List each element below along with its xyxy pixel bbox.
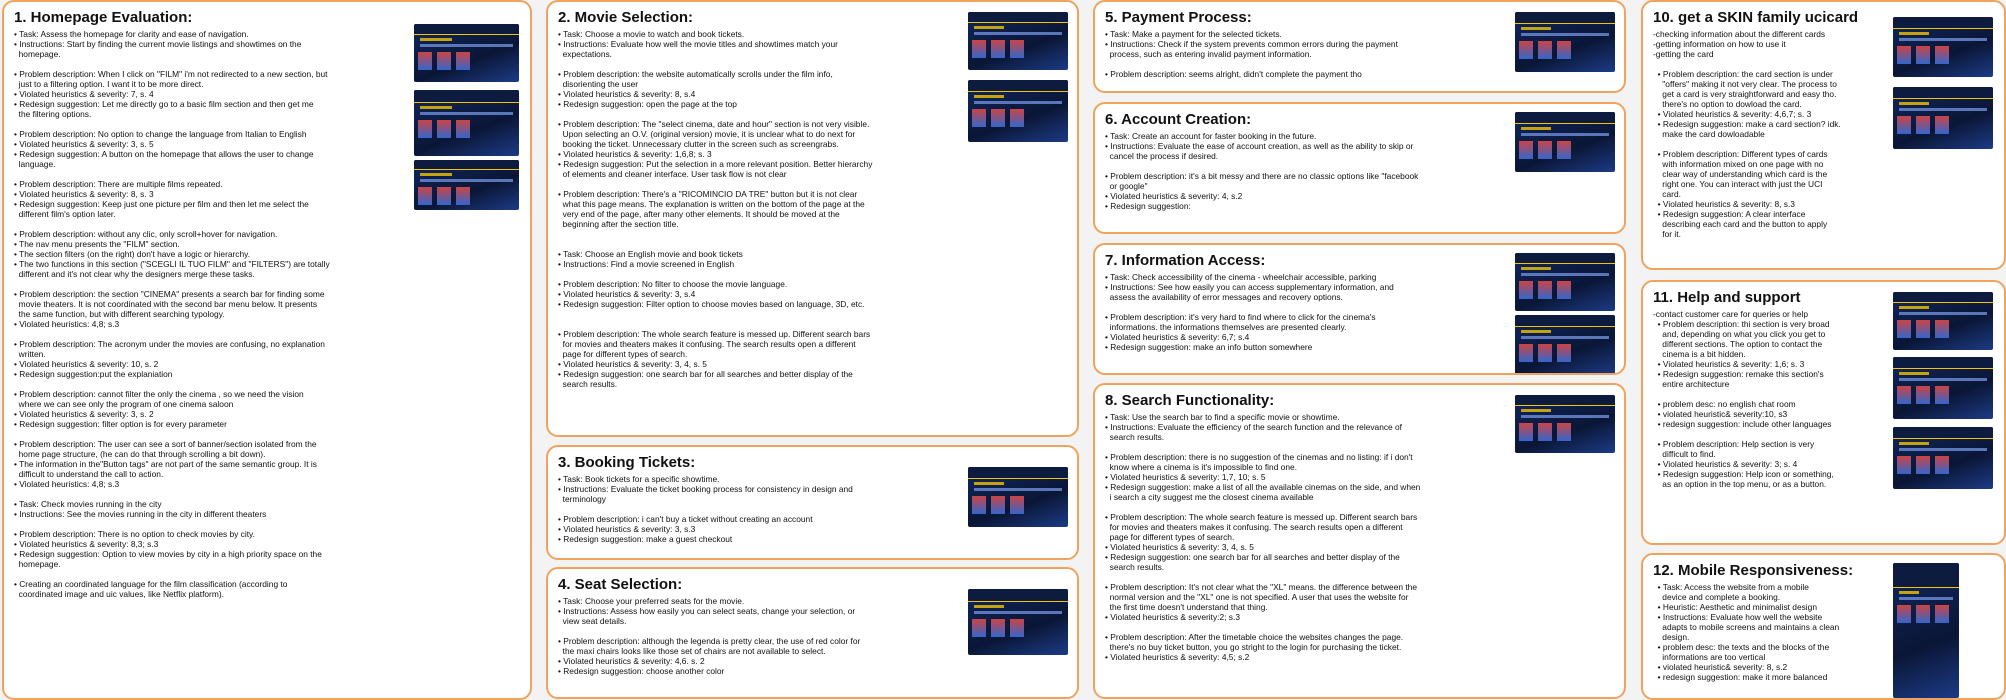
card-line: • Problem description: It's not clear what the "XL" means. the difference between the: [1105, 582, 1417, 592]
card-line: • Violated heuristics & severity: 1,6,8; s. 3: [558, 149, 712, 159]
card-line: homepage.: [14, 49, 61, 59]
card-line: search results.: [1105, 432, 1165, 442]
card-line: for movies and theaters makes it confusing. The search results open a different: [558, 339, 856, 349]
spacer: [558, 504, 964, 514]
card-line: • Violated heuristics & severity: 3, 4, s. 5: [1105, 542, 1254, 552]
card-title: 4. Seat Selection:: [558, 576, 683, 593]
card-line: view seat details.: [558, 616, 627, 626]
card-line: • Violated heuristics & severity: 8, s. 3: [14, 189, 154, 199]
card-line: expectations.: [558, 49, 613, 59]
card-line: informations. the informations themselves are presented clearly.: [1105, 322, 1347, 332]
card-line: • Redesign suggestion: one search bar for all searches and better display of the: [1105, 552, 1400, 562]
spacer: [558, 309, 964, 319]
card-line: i search a city suggest me the closest cinema available: [1105, 492, 1314, 502]
card-line: • Instructions: Evaluate the ease of account creation, as well as the ability to skip or: [1105, 141, 1414, 151]
card-title: 5. Payment Process:: [1105, 9, 1252, 26]
card-body: [1105, 29, 1511, 79]
evaluation-card-1: [2, 0, 532, 700]
card-line: normal version and the "XL" one is not specified. A user that uses the website for: [1105, 592, 1409, 602]
card-body: [558, 29, 964, 389]
card-line: • Violated heuristics: 4,8; s.3: [14, 479, 120, 489]
card-body: [558, 474, 964, 544]
screenshot-thumbnail: [1515, 253, 1615, 311]
screenshot-thumbnail: [414, 24, 519, 82]
evaluation-card-9: [1641, 0, 2006, 270]
spacer: [558, 626, 964, 636]
card-line: -getting information on how to use it: [1653, 39, 1786, 49]
card-line: • Violated heuristics & severity: 3, s.3: [558, 524, 696, 534]
card-line: Upon selecting an O.V. (original version) movie, it is unclear what to do next for: [558, 129, 856, 139]
card-line: • Violated heuristics & severity: 1,6; s. 3: [1653, 359, 1805, 369]
card-line: for it.: [1653, 229, 1681, 239]
card-line: get a card is very straightforward and easy tho.: [1653, 89, 1837, 99]
spacer: [558, 179, 964, 189]
screenshot-thumbnail: [968, 12, 1068, 70]
screenshot-thumbnail: [1515, 395, 1615, 453]
card-line: the same function, but with different searching typology.: [14, 309, 225, 319]
card-line: written.: [14, 349, 46, 359]
card-line: • Instructions: Assess how easily you can select seats, change your selection, or: [558, 606, 856, 616]
card-title: 3. Booking Tickets:: [558, 454, 696, 471]
card-line: movie theaters. It is not coordinated with the second bar menu below. It presents: [14, 299, 318, 309]
card-line: • Violated heuristics & severity: 3, 4, s. 5: [558, 359, 707, 369]
spacer: [558, 239, 964, 249]
card-title: 6. Account Creation:: [1105, 111, 1252, 128]
card-line: "offers" making it not very clear. The process to: [1653, 79, 1837, 89]
card-line: • Problem description: there is no suggestion of the cinemas and no listing: if i don't: [1105, 452, 1413, 462]
card-line: • Task: Book tickets for a specific showtime.: [558, 474, 720, 484]
card-line: just to a filtering option. I want it to be more direct.: [14, 79, 204, 89]
spacer: [14, 279, 410, 289]
card-line: with information mixed on one page with no: [1653, 159, 1824, 169]
evaluation-card-4: [546, 567, 1079, 699]
spacer: [558, 109, 964, 119]
card-line: very end of the page, after many other elements. It should be moved at the: [558, 209, 840, 219]
card-title: 11. Help and support: [1653, 289, 1801, 306]
card-line: • Violated heuristics & severity: 4,5; s.2: [1105, 652, 1250, 662]
card-line: describing each card and the button to apply: [1653, 219, 1828, 229]
spacer: [1653, 429, 1889, 439]
card-line: the maxi chairs looks like those set of chairs are not available to select.: [558, 646, 826, 656]
card-line: • Violated heuristics & severity: 7, s. 4: [14, 89, 154, 99]
card-title: 12. Mobile Responsiveness:: [1653, 562, 1854, 579]
card-line: where we can see only the program of one cinema saloon: [14, 399, 234, 409]
card-line: • Problem description: There is no option to check movies by city.: [14, 529, 255, 539]
card-body: [1105, 272, 1511, 352]
card-line: • Redesign suggestion: remake this section's: [1653, 369, 1824, 379]
card-line: page for different types of search.: [558, 349, 688, 359]
card-line: • Redesign suggestion: make a guest checkout: [558, 534, 733, 544]
spacer: [1653, 59, 1889, 69]
card-line: search results.: [558, 379, 618, 389]
card-line: • Violated heuristics & severity: 6,7; s.4: [1105, 332, 1250, 342]
card-line: • Problem description: although the legenda is pretty clear, the use of red color for: [558, 636, 861, 646]
card-line: coordinated image and uic values, like Netflix platform).: [14, 589, 224, 599]
evaluation-card-11: [1641, 553, 2006, 700]
card-line: process, such as entering invalid payment information.: [1105, 49, 1312, 59]
card-line: • Task: Check movies running in the city: [14, 499, 162, 509]
card-line: • Redesign suggestion: Option to view movies by city in a high priority space on the: [14, 549, 322, 559]
card-line: • Task: Use the search bar to find a specific movie or showtime.: [1105, 412, 1340, 422]
screenshot-thumbnail: [1515, 315, 1615, 375]
card-line: • Redesign suggestion: make a list of all the available cinemas on the side, and when: [1105, 482, 1421, 492]
card-line: • Violated heuristics & severity: 3; s. 4: [1653, 459, 1798, 469]
evaluation-card-7: [1093, 243, 1626, 375]
card-line: or google": [1105, 181, 1148, 191]
card-line: language.: [14, 159, 56, 169]
card-line: • Violated heuristics & severity: 3, s.4: [558, 289, 696, 299]
card-line: • Creating an coordinated language for the film classification (according to: [14, 579, 288, 589]
spacer: [1105, 572, 1511, 582]
card-line: • Violated heuristics & severity:2; s.3: [1105, 612, 1240, 622]
card-body: [1653, 582, 1889, 682]
card-line: • Violated heuristics & severity: 3, s. 2: [14, 409, 154, 419]
card-line: and, depending on what you click you get to: [1653, 329, 1826, 339]
card-line: • Redesign suggestion: A button on the homepage that allows the user to change: [14, 149, 314, 159]
spacer: [14, 329, 410, 339]
card-line: • The information in the"Button tags" are not part of the same semantic group. It is: [14, 459, 317, 469]
card-line: search results.: [1105, 562, 1165, 572]
card-line: • Problem description: No option to change the language from Italian to English: [14, 129, 307, 139]
card-title: 10. get a SKIN family ucicard: [1653, 9, 1859, 26]
spacer: [558, 229, 964, 239]
card-line: know where a cinema is it's impossible to find one.: [1105, 462, 1297, 472]
screenshot-thumbnail: [968, 80, 1068, 142]
card-line: • Instructions: See the movies running in the city in different theaters: [14, 509, 267, 519]
card-line: there's no buy ticket button, you go stright to the login for purchasing the ticket.: [1105, 642, 1402, 652]
card-line: there's no option to dowload the card.: [1653, 99, 1802, 109]
spacer: [1105, 161, 1511, 171]
card-body: [1105, 131, 1511, 211]
card-line: the filtering options.: [14, 109, 92, 119]
card-line: • Problem description: There are multiple films repeated.: [14, 179, 223, 189]
card-line: cancel the process if desired.: [1105, 151, 1219, 161]
card-line: difficult to find.: [1653, 449, 1716, 459]
card-line: • Problem description: Different types of cards: [1653, 149, 1828, 159]
screenshot-thumbnail: [414, 160, 519, 210]
card-line: beginning after the section title.: [558, 219, 679, 229]
card-line: • Task: Access the website from a mobile: [1653, 582, 1809, 592]
card-line: • Violated heuristics & severity: 4, s.2: [1105, 191, 1243, 201]
card-line: • Problem description: without any clic, only scroll+hover for navigation.: [14, 229, 278, 239]
screenshot-thumbnail: [414, 90, 519, 156]
card-line: • Heuristic: Aesthetic and minimalist design: [1653, 602, 1817, 612]
card-line: • redesign suggestion: include other languages: [1653, 419, 1832, 429]
evaluation-card-8: [1093, 383, 1626, 699]
card-line: difficult to understand the call to action.: [14, 469, 164, 479]
card-line: card.: [1653, 189, 1681, 199]
card-line: • Problem description: There's a "RICOMINCIO DA TRE" button but it is not clear: [558, 189, 858, 199]
card-line: homepage.: [14, 559, 61, 569]
card-line: different film's option later.: [14, 209, 116, 219]
card-line: • Instructions: See how easily you can access supplementary information, and: [1105, 282, 1394, 292]
card-line: • Task: Choose your preferred seats for the movie.: [558, 596, 745, 606]
card-line: • Instructions: Evaluate the efficiency of the search function and the relevance of: [1105, 422, 1403, 432]
card-line: • violated heuristic& severity:10, s3: [1653, 409, 1788, 419]
screenshot-thumbnail: [968, 589, 1068, 655]
card-line: • Redesign suggestion:put the explaniation: [14, 369, 173, 379]
card-line: • Problem description: the section "CINEMA" presents a search bar for finding some: [14, 289, 325, 299]
card-title: 8. Search Functionality:: [1105, 392, 1275, 409]
card-line: • Redesign suggestion: A clear interface: [1653, 209, 1806, 219]
screenshot-thumbnail: [1893, 292, 1993, 350]
card-line: • The nav menu presents the "FILM" section.: [14, 239, 180, 249]
card-line: • Violated heuristics: 4,8; s.3: [14, 319, 120, 329]
evaluation-card-3: [546, 445, 1079, 560]
screenshot-thumbnail: [1893, 357, 1993, 419]
spacer: [558, 59, 964, 69]
card-line: • Task: Choose an English movie and book tickets: [558, 249, 743, 259]
card-line: • Problem description: i can't buy a ticket without creating an account: [558, 514, 813, 524]
card-line: • Redesign suggestion: Put the selection in a more relevant position. Better hierarchy: [558, 159, 873, 169]
card-line: • Problem description: Help section is very: [1653, 439, 1815, 449]
card-line: • Problem description: seems alright, didn't complete the payment tho: [1105, 69, 1362, 79]
evaluation-card-6: [1093, 102, 1626, 234]
card-line: • Problem description: The "select cinema, date and hour" section is not very visible.: [558, 119, 870, 129]
card-line: • Problem description: No filter to choose the movie language.: [558, 279, 788, 289]
spacer: [14, 429, 410, 439]
card-title: 2. Movie Selection:: [558, 9, 694, 26]
spacer: [558, 269, 964, 279]
card-line: the first time doesn't understand that thing.: [1105, 602, 1268, 612]
card-body: [14, 29, 410, 599]
card-line: • Violated heuristics & severity: 8, s.4: [558, 89, 696, 99]
card-line: • Redesign suggestion: open the page at the top: [558, 99, 737, 109]
card-line: • Redesign suggestion: Filter option to choose movies based on language, 3D, etc.: [558, 299, 865, 309]
card-line: • problem desc: the texts and the blocks of the: [1653, 642, 1830, 652]
card-body: [1105, 412, 1511, 662]
card-line: • Task: Choose a movie to watch and book tickets.: [558, 29, 745, 39]
card-line: • Violated heuristics & severity: 1,7, 10; s. 5: [1105, 472, 1266, 482]
card-line: • Problem description: The user can see a sort of banner/section isolated from the: [14, 439, 317, 449]
card-line: booking the ticket. Unnecessary clutter in the screen such as screengrabs.: [558, 139, 839, 149]
card-line: • Violated heuristics & severity: 8, s.3: [1653, 199, 1795, 209]
card-line: • Instructions: Start by finding the current movie listings and showtimes on the: [14, 39, 302, 49]
card-line: device and complete a booking.: [1653, 592, 1781, 602]
card-line: assess the availability of error messages and recovery options.: [1105, 292, 1343, 302]
screenshot-thumbnail: [1515, 12, 1615, 72]
card-line: adapts to mobile screens and maintains a clean: [1653, 622, 1840, 632]
card-body: [558, 596, 964, 676]
spacer: [14, 379, 410, 389]
card-line: cinema is a bit hidden.: [1653, 349, 1746, 359]
card-line: • redesign suggestion: make it more balanced: [1653, 672, 1828, 682]
card-line: • problem desc: no english chat room: [1653, 399, 1796, 409]
card-line: entire architecture: [1653, 379, 1730, 389]
card-title: 1. Homepage Evaluation:: [14, 9, 193, 26]
card-line: -checking information about the different cards: [1653, 29, 1826, 39]
card-line: • Problem description: The whole search feature is messed up. Different search bars: [1105, 512, 1418, 522]
evaluation-card-10: [1641, 280, 2006, 545]
card-line: • Redesign suggestion: make a card section? idk.: [1653, 119, 1841, 129]
spacer: [14, 569, 410, 579]
card-line: • Redesign suggestion: make an info button somewhere: [1105, 342, 1313, 352]
card-line: • The section filters (on the right) don't have a logic or hierarchy.: [14, 249, 251, 259]
spacer: [14, 219, 410, 229]
card-line: • Problem description: The acronym under the movies are confusing, no explanation: [14, 339, 325, 349]
spacer: [14, 489, 410, 499]
card-line: what this page means. The explanation is written on the bottom of the page at the: [558, 199, 865, 209]
spacer: [1105, 442, 1511, 452]
screenshot-thumbnail: [1515, 112, 1615, 172]
card-line: • Redesign suggestion: Help icon or something,: [1653, 469, 1834, 479]
card-line: • Redesign suggestion: choose another color: [558, 666, 725, 676]
spacer: [14, 169, 410, 179]
card-line: informations are too vertical: [1653, 652, 1766, 662]
card-line: clear way of understanding which card is the: [1653, 169, 1828, 179]
card-line: -getting the card: [1653, 49, 1714, 59]
card-line: • Problem description: cannot filter the only the cinema , so we need the vision: [14, 389, 304, 399]
screenshot-thumbnail: [1893, 87, 1993, 149]
card-line: • Violated heuristics & severity: 8,3; s.3: [14, 539, 159, 549]
spacer: [1105, 302, 1511, 312]
card-line: • Redesign suggestion: Keep just one picture per film and then let me select the: [14, 199, 309, 209]
spacer: [1105, 622, 1511, 632]
card-body: [1653, 309, 1889, 489]
evaluation-card-5: [1093, 0, 1626, 93]
card-line: design.: [1653, 632, 1690, 642]
card-line: • Problem description: The whole search feature is messed up. Different search bars: [558, 329, 871, 339]
card-line: • Problem description: the website automatically scrolls under the film info,: [558, 69, 833, 79]
spacer: [1653, 389, 1889, 399]
card-line: • Instructions: Find a movie screened in English: [558, 259, 735, 269]
screenshot-thumbnail: [1893, 427, 1993, 489]
screenshot-thumbnail: [968, 467, 1068, 527]
card-title: 7. Information Access:: [1105, 252, 1266, 269]
card-line: home page structure, (he can do that through scrolling a bit down).: [14, 449, 266, 459]
card-line: -contact customer care for queries or help: [1653, 309, 1809, 319]
spacer: [14, 59, 410, 69]
spacer: [14, 519, 410, 529]
card-line: • Redesign suggestion: one search bar for all searches and better display of the: [558, 369, 853, 379]
card-line: • Problem description: the card section is under: [1653, 69, 1833, 79]
card-line: • Task: Check accessibility of the cinema - wheelchair accessible, parking: [1105, 272, 1377, 282]
card-line: • violated heuristic& severity: 8, s.2: [1653, 662, 1788, 672]
spacer: [14, 119, 410, 129]
card-line: • Task: Make a payment for the selected tickets.: [1105, 29, 1282, 39]
card-line: page for different types of search.: [1105, 532, 1235, 542]
spacer: [1105, 502, 1511, 512]
card-line: • Instructions: Evaluate how well the website: [1653, 612, 1823, 622]
spacer: [1653, 139, 1889, 149]
card-line: • Violated heuristics & severity: 10, s. 2: [14, 359, 159, 369]
card-body: [1653, 29, 1889, 239]
card-line: different and it's not clear why the designers merge these tasks.: [14, 269, 255, 279]
screenshot-thumbnail: [1893, 563, 1959, 698]
card-line: • Task: Assess the homepage for clarity and ease of navigation.: [14, 29, 249, 39]
card-line: right one. You can interact with just the UCI: [1653, 179, 1823, 189]
card-line: • Violated heuristics & severity: 3, s. 5: [14, 139, 154, 149]
card-line: • Redesign suggestion:: [1105, 201, 1191, 211]
card-line: • Instructions: Check if the system prevents common errors during the payment: [1105, 39, 1398, 49]
card-line: as an option in the top menu, or as a button.: [1653, 479, 1827, 489]
screenshot-thumbnail: [1893, 17, 1993, 77]
evaluation-card-2: [546, 0, 1079, 437]
card-line: • Violated heuristics & severity: 4,6,7; s. 3: [1653, 109, 1812, 119]
card-line: • Problem description: When I click on "FILM" i'm not redirected to a new section, but: [14, 69, 328, 79]
card-line: • Instructions: Evaluate how well the movie titles and showtimes match your: [558, 39, 838, 49]
card-line: of elements and cleaner interface. User task flow is not clear: [558, 169, 787, 179]
card-line: • Problem description: it's a bit messy and there are no classic options like "facebook: [1105, 171, 1419, 181]
spacer: [558, 319, 964, 329]
card-line: • Redesign suggestion: filter option is for every parameter: [14, 419, 227, 429]
card-line: terminology: [558, 494, 606, 504]
card-line: • Problem description: it's very hard to find where to click for the cinema's: [1105, 312, 1376, 322]
card-line: • Violated heuristics & severity: 4,6. s. 2: [558, 656, 705, 666]
card-line: make the card dowloadable: [1653, 129, 1765, 139]
card-line: different sections. The option to contact the: [1653, 339, 1823, 349]
card-line: • Redesign suggestion: Let me directly go to a basic film section and then get me: [14, 99, 314, 109]
card-line: • Task: Create an account for faster booking in the future.: [1105, 131, 1317, 141]
card-line: • The two functions in this section ("SCEGLI IL TUO FILM" and "FILTERS") are totally: [14, 259, 330, 269]
spacer: [1105, 59, 1511, 69]
card-line: • Problem description: thi section is very broad: [1653, 319, 1830, 329]
card-line: disorienting the user: [558, 79, 639, 89]
card-line: • Problem description: After the timetable choice the websites changes the page.: [1105, 632, 1404, 642]
card-line: for movies and theaters makes it confusing. The search results open a different: [1105, 522, 1403, 532]
card-line: • Instructions: Evaluate the ticket booking process for consistency in design and: [558, 484, 853, 494]
